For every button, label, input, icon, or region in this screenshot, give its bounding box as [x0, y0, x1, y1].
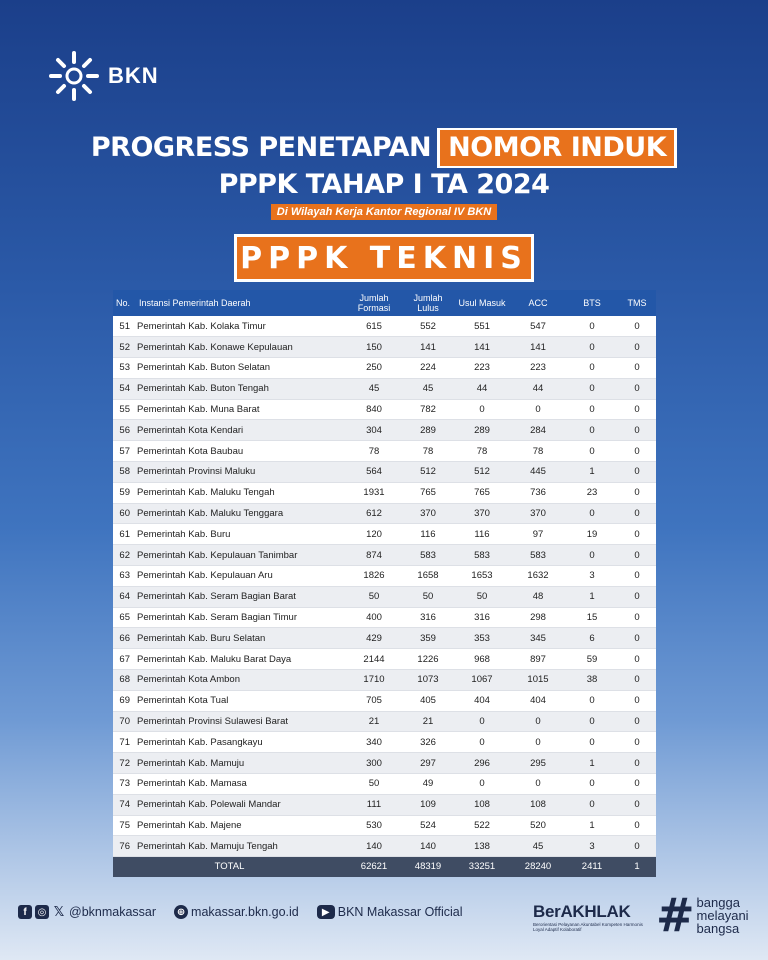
row-instansi: Pemerintah Kab. Konawe Kepulauan	[133, 337, 346, 358]
row-tms: 0	[618, 586, 656, 607]
table-row	[113, 316, 656, 337]
table-row	[113, 462, 656, 483]
banner-label: PPPK TEKNIS	[237, 237, 531, 279]
row-usul: 0	[454, 774, 510, 795]
row-tms: 0	[618, 462, 656, 483]
total-bts: 2411	[581, 861, 603, 873]
row-no: 59	[113, 482, 133, 503]
row-acc: 298	[510, 607, 566, 628]
row-tms: 0	[618, 690, 656, 711]
row-lulus: 512	[402, 462, 454, 483]
row-usul: 0	[454, 711, 510, 732]
headline-line1: PROGRESS PENETAPAN	[90, 132, 432, 163]
row-acc: 97	[510, 524, 566, 545]
row-no: 60	[113, 503, 133, 524]
row-no: 75	[113, 815, 133, 836]
row-bts: 0	[566, 503, 618, 524]
row-usul: 296	[454, 753, 510, 774]
row-no: 74	[113, 794, 133, 815]
row-lulus: 141	[402, 337, 454, 358]
row-formasi: 304	[346, 420, 402, 441]
row-usul: 404	[454, 690, 510, 711]
row-instansi: Pemerintah Kab. Polewali Mandar	[133, 794, 346, 815]
row-lulus: 524	[402, 815, 454, 836]
row-bts: 0	[566, 711, 618, 732]
row-formasi: 429	[346, 628, 402, 649]
row-bts: 0	[566, 316, 618, 337]
row-acc: 78	[510, 441, 566, 462]
row-tms: 0	[618, 503, 656, 524]
category-banner	[234, 234, 534, 282]
row-acc: 445	[510, 462, 566, 483]
row-formasi: 111	[346, 794, 402, 815]
row-formasi: 2144	[346, 649, 402, 670]
row-acc: 295	[510, 753, 566, 774]
row-no: 52	[113, 337, 133, 358]
row-usul: 1067	[454, 670, 510, 691]
table-row	[113, 545, 656, 566]
row-instansi: Pemerintah Kab. Buton Selatan	[133, 358, 346, 379]
bangga-melayani-logo	[656, 888, 749, 942]
table-row	[113, 399, 656, 420]
table-header	[113, 290, 656, 316]
row-acc: 0	[510, 399, 566, 420]
row-formasi: 615	[346, 316, 402, 337]
row-no: 58	[113, 462, 133, 483]
row-lulus: 50	[402, 586, 454, 607]
row-tms: 0	[618, 753, 656, 774]
row-acc: 345	[510, 628, 566, 649]
table-row	[113, 337, 656, 358]
row-bts: 6	[566, 628, 618, 649]
row-usul: 289	[454, 420, 510, 441]
header-acc: ACC	[528, 298, 548, 308]
row-instansi: Pemerintah Kota Baubau	[133, 441, 346, 462]
row-formasi: 340	[346, 732, 402, 753]
row-lulus: 552	[402, 316, 454, 337]
row-acc: 583	[510, 545, 566, 566]
row-bts: 23	[566, 482, 618, 503]
row-acc: 1015	[510, 670, 566, 691]
row-usul: 370	[454, 503, 510, 524]
row-lulus: 765	[402, 482, 454, 503]
bkn-sun-icon	[48, 50, 100, 102]
headline-highlight: NOMOR INDUK	[440, 130, 674, 166]
footer	[18, 905, 481, 919]
header-bts: BTS	[583, 298, 601, 308]
row-bts: 0	[566, 441, 618, 462]
row-no: 53	[113, 358, 133, 379]
row-bts: 0	[566, 794, 618, 815]
row-instansi: Pemerintah Kab. Seram Bagian Timur	[133, 607, 346, 628]
row-instansi: Pemerintah Kab. Mamasa	[133, 774, 346, 795]
instagram-icon[interactable]: ◎	[35, 905, 49, 919]
row-bts: 0	[566, 358, 618, 379]
row-lulus: 224	[402, 358, 454, 379]
row-lulus: 583	[402, 545, 454, 566]
row-formasi: 150	[346, 337, 402, 358]
row-tms: 0	[618, 316, 656, 337]
row-usul: 116	[454, 524, 510, 545]
bangga-word-1: bangga	[696, 895, 740, 910]
row-bts: 1	[566, 753, 618, 774]
row-formasi: 874	[346, 545, 402, 566]
table-row	[113, 794, 656, 815]
row-no: 51	[113, 316, 133, 337]
row-instansi: Pemerintah Kab. Muna Barat	[133, 399, 346, 420]
row-usul: 968	[454, 649, 510, 670]
row-lulus: 405	[402, 690, 454, 711]
row-usul: 551	[454, 316, 510, 337]
row-instansi: Pemerintah Kab. Mamuju	[133, 753, 346, 774]
row-lulus: 140	[402, 836, 454, 857]
row-usul: 0	[454, 732, 510, 753]
row-usul: 44	[454, 378, 510, 399]
row-instansi: Pemerintah Kab. Mamuju Tengah	[133, 836, 346, 857]
table-row	[113, 628, 656, 649]
row-formasi: 120	[346, 524, 402, 545]
row-instansi: Pemerintah Kab. Buru Selatan	[133, 628, 346, 649]
row-lulus: 1226	[402, 649, 454, 670]
row-no: 73	[113, 774, 133, 795]
row-formasi: 21	[346, 711, 402, 732]
row-usul: 78	[454, 441, 510, 462]
headline	[0, 128, 768, 220]
row-bts: 0	[566, 378, 618, 399]
logo-text: BKN	[108, 63, 159, 88]
youtube-icon: ▶	[317, 905, 335, 919]
row-formasi: 140	[346, 836, 402, 857]
berakhlak-tagline: Berorientasi Pelayanan Akuntabel Kompeten Harmonis Loyal Adaptif Kolaboratif	[533, 922, 643, 932]
row-no: 76	[113, 836, 133, 857]
table-row	[113, 690, 656, 711]
row-bts: 3	[566, 566, 618, 587]
row-acc: 48	[510, 586, 566, 607]
row-tms: 0	[618, 524, 656, 545]
row-formasi: 530	[346, 815, 402, 836]
row-no: 72	[113, 753, 133, 774]
row-acc: 897	[510, 649, 566, 670]
row-bts: 1	[566, 586, 618, 607]
row-tms: 0	[618, 711, 656, 732]
row-no: 55	[113, 399, 133, 420]
row-bts: 0	[566, 690, 618, 711]
row-no: 71	[113, 732, 133, 753]
row-usul: 223	[454, 358, 510, 379]
row-acc: 370	[510, 503, 566, 524]
table-row	[113, 420, 656, 441]
row-usul: 141	[454, 337, 510, 358]
row-tms: 0	[618, 607, 656, 628]
row-acc: 44	[510, 378, 566, 399]
row-bts: 38	[566, 670, 618, 691]
header-lulus: Jumlah Lulus	[413, 293, 443, 313]
bangga-word-2: melayani	[696, 908, 749, 923]
row-usul: 108	[454, 794, 510, 815]
row-acc: 1632	[510, 566, 566, 587]
row-usul: 522	[454, 815, 510, 836]
row-acc: 736	[510, 482, 566, 503]
total-tms: 1	[634, 861, 640, 873]
row-instansi: Pemerintah Provinsi Sulawesi Barat	[133, 711, 346, 732]
table-row	[113, 607, 656, 628]
facebook-icon[interactable]: f	[18, 905, 32, 919]
row-usul: 353	[454, 628, 510, 649]
row-bts: 3	[566, 836, 618, 857]
header-instansi: Instansi Pemerintah Daerah	[139, 298, 251, 308]
header-formasi: Jumlah Formasi	[357, 293, 391, 313]
row-lulus: 289	[402, 420, 454, 441]
row-bts: 19	[566, 524, 618, 545]
row-no: 63	[113, 566, 133, 587]
row-instansi: Pemerintah Kab. Seram Bagian Barat	[133, 586, 346, 607]
table-row	[113, 358, 656, 379]
table-row	[113, 441, 656, 462]
row-acc: 0	[510, 732, 566, 753]
row-formasi: 45	[346, 378, 402, 399]
row-no: 57	[113, 441, 133, 462]
row-formasi: 300	[346, 753, 402, 774]
row-lulus: 49	[402, 774, 454, 795]
total-usul: 33251	[468, 861, 496, 873]
row-formasi: 840	[346, 399, 402, 420]
row-lulus: 45	[402, 378, 454, 399]
row-instansi: Pemerintah Kab. Maluku Tenggara	[133, 503, 346, 524]
row-tms: 0	[618, 815, 656, 836]
row-lulus: 297	[402, 753, 454, 774]
row-acc: 223	[510, 358, 566, 379]
row-acc: 0	[510, 774, 566, 795]
table-row	[113, 774, 656, 795]
row-acc: 141	[510, 337, 566, 358]
row-no: 56	[113, 420, 133, 441]
row-lulus: 1073	[402, 670, 454, 691]
row-no: 62	[113, 545, 133, 566]
row-bts: 15	[566, 607, 618, 628]
row-instansi: Pemerintah Kab. Maluku Tengah	[133, 482, 346, 503]
row-usul: 765	[454, 482, 510, 503]
row-instansi: Pemerintah Provinsi Maluku	[133, 462, 346, 483]
table-row	[113, 649, 656, 670]
row-instansi: Pemerintah Kab. Buru	[133, 524, 346, 545]
row-tms: 0	[618, 420, 656, 441]
row-usul: 583	[454, 545, 510, 566]
row-no: 66	[113, 628, 133, 649]
table-row	[113, 670, 656, 691]
header-tms: TMS	[627, 298, 647, 308]
total-formasi: 62621	[360, 861, 388, 873]
row-bts: 1	[566, 462, 618, 483]
row-lulus: 109	[402, 794, 454, 815]
table-row	[113, 524, 656, 545]
headline-line2: PPPK TAHAP I TA 2024	[218, 169, 550, 200]
row-bts: 1	[566, 815, 618, 836]
row-bts: 0	[566, 545, 618, 566]
total-row	[113, 857, 656, 877]
row-tms: 0	[618, 732, 656, 753]
row-formasi: 50	[346, 774, 402, 795]
website-link[interactable]: makassar.bkn.go.id	[191, 905, 299, 919]
row-tms: 0	[618, 337, 656, 358]
row-instansi: Pemerintah Kab. Pasangkayu	[133, 732, 346, 753]
row-instansi: Pemerintah Kota Kendari	[133, 420, 346, 441]
table-row	[113, 711, 656, 732]
row-no: 69	[113, 690, 133, 711]
row-tms: 0	[618, 482, 656, 503]
row-no: 54	[113, 378, 133, 399]
berakhlak-text: BerAKHLAK	[533, 902, 631, 921]
berakhlak-logo	[533, 902, 643, 932]
row-acc: 284	[510, 420, 566, 441]
row-formasi: 1826	[346, 566, 402, 587]
table-row	[113, 732, 656, 753]
progress-table	[113, 290, 656, 877]
row-instansi: Pemerintah Kota Tual	[133, 690, 346, 711]
table-row	[113, 566, 656, 587]
row-tms: 0	[618, 545, 656, 566]
row-lulus: 370	[402, 503, 454, 524]
row-formasi: 564	[346, 462, 402, 483]
row-bts: 0	[566, 732, 618, 753]
row-lulus: 116	[402, 524, 454, 545]
row-tms: 0	[618, 649, 656, 670]
row-acc: 108	[510, 794, 566, 815]
row-acc: 520	[510, 815, 566, 836]
row-lulus: 326	[402, 732, 454, 753]
row-instansi: Pemerintah Kab. Kepulauan Tanimbar	[133, 545, 346, 566]
row-no: 67	[113, 649, 133, 670]
bangga-word-3: bangsa	[696, 921, 740, 936]
row-tms: 0	[618, 836, 656, 857]
total-label: TOTAL	[214, 861, 245, 873]
row-tms: 0	[618, 358, 656, 379]
headline-subtitle: Di Wilayah Kerja Kantor Regional IV BKN	[271, 204, 497, 220]
row-acc: 404	[510, 690, 566, 711]
row-formasi: 612	[346, 503, 402, 524]
row-tms: 0	[618, 794, 656, 815]
row-formasi: 1710	[346, 670, 402, 691]
row-lulus: 78	[402, 441, 454, 462]
row-no: 64	[113, 586, 133, 607]
row-tms: 0	[618, 670, 656, 691]
row-formasi: 705	[346, 690, 402, 711]
row-formasi: 1931	[346, 482, 402, 503]
hashtag-icon: #	[656, 888, 695, 942]
row-lulus: 316	[402, 607, 454, 628]
row-bts: 0	[566, 399, 618, 420]
row-instansi: Pemerintah Kab. Buton Tengah	[133, 378, 346, 399]
row-usul: 0	[454, 399, 510, 420]
table-row	[113, 753, 656, 774]
row-lulus: 1658	[402, 566, 454, 587]
table-row	[113, 815, 656, 836]
total-acc: 28240	[524, 861, 552, 873]
row-instansi: Pemerintah Kota Ambon	[133, 670, 346, 691]
row-tms: 0	[618, 441, 656, 462]
table-row	[113, 586, 656, 607]
globe-icon: ⊕	[174, 905, 188, 919]
row-usul: 50	[454, 586, 510, 607]
row-bts: 59	[566, 649, 618, 670]
row-no: 61	[113, 524, 133, 545]
row-lulus: 782	[402, 399, 454, 420]
row-tms: 0	[618, 628, 656, 649]
row-usul: 512	[454, 462, 510, 483]
row-usul: 138	[454, 836, 510, 857]
header-no: No.	[115, 298, 130, 308]
row-instansi: Pemerintah Kab. Maluku Barat Daya	[133, 649, 346, 670]
row-lulus: 21	[402, 711, 454, 732]
x-icon[interactable]: 𝕏	[53, 904, 65, 919]
row-tms: 0	[618, 774, 656, 795]
row-tms: 0	[618, 378, 656, 399]
row-no: 65	[113, 607, 133, 628]
row-tms: 0	[618, 399, 656, 420]
row-instansi: Pemerintah Kab. Kolaka Timur	[133, 316, 346, 337]
row-formasi: 400	[346, 607, 402, 628]
row-lulus: 359	[402, 628, 454, 649]
row-acc: 0	[510, 711, 566, 732]
row-bts: 0	[566, 774, 618, 795]
total-lulus: 48319	[414, 861, 442, 873]
table-row	[113, 836, 656, 857]
row-formasi: 250	[346, 358, 402, 379]
table-row	[113, 378, 656, 399]
bkn-logo	[48, 50, 159, 102]
row-formasi: 78	[346, 441, 402, 462]
table-row	[113, 503, 656, 524]
row-acc: 547	[510, 316, 566, 337]
row-usul: 316	[454, 607, 510, 628]
table-row	[113, 482, 656, 503]
row-no: 70	[113, 711, 133, 732]
social-handle[interactable]: @bknmakassar	[69, 905, 157, 919]
row-no: 68	[113, 670, 133, 691]
header-usul: Usul Masuk	[458, 298, 506, 308]
row-instansi: Pemerintah Kab. Kepulauan Aru	[133, 566, 346, 587]
row-bts: 0	[566, 337, 618, 358]
row-tms: 0	[618, 566, 656, 587]
row-usul: 1653	[454, 566, 510, 587]
row-instansi: Pemerintah Kab. Majene	[133, 815, 346, 836]
youtube-channel[interactable]: BKN Makassar Official	[337, 905, 463, 919]
row-bts: 0	[566, 420, 618, 441]
row-acc: 45	[510, 836, 566, 857]
row-formasi: 50	[346, 586, 402, 607]
